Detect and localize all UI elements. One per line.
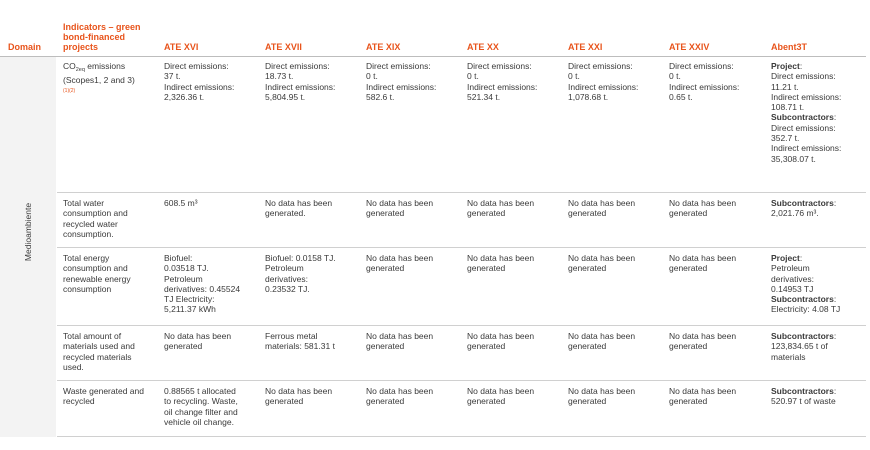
- cell-line: 2,326.36 t.: [164, 91, 205, 102]
- cell-line: 123,834.65 t of: [771, 341, 828, 352]
- cell-line: Waste generated and: [63, 386, 144, 396]
- cell-line: No data has been: [669, 198, 737, 208]
- cell-line: generated: [669, 396, 708, 407]
- cell-line: vehicle oil change.: [164, 416, 234, 427]
- cell-line: Total water: [63, 198, 105, 208]
- cell-line: Total amount of: [63, 331, 122, 341]
- cell-waste-ate-xix: [366, 386, 462, 407]
- cell-line: Biofuel:: [164, 253, 193, 263]
- cell-co2-abent3t: Project: Direct emissions: 11.21 t. Indirect emissions: 108.71 t. Subcontractors: Direct emissions: 352.7 t. Indirect emissions: 35,308.07 t.: [771, 61, 867, 164]
- cell-line: generated: [568, 341, 607, 352]
- cell-line: No data has been: [467, 331, 535, 341]
- indicator-energy: [63, 253, 159, 294]
- cell-energy-ate-xix: [366, 253, 462, 274]
- cell-line: Indirect emissions:: [771, 143, 842, 154]
- cell-line: No data has been: [164, 331, 232, 341]
- cell-line: 11.21 t.: [771, 81, 799, 92]
- cell-line: generated.: [265, 208, 306, 219]
- header-ate-xix: ATE XIX: [366, 42, 401, 52]
- cell-line: 1,078.68 t.: [568, 91, 609, 102]
- cell-line: Direct emissions:: [164, 61, 229, 71]
- cell-line: 18.73 t.: [265, 71, 294, 82]
- cell-line: Direct emissions:: [265, 61, 330, 71]
- header-divider: [0, 56, 866, 57]
- cell-line: Direct emissions:: [366, 61, 431, 71]
- cell-energy-ate-xxiv: [669, 253, 765, 274]
- cell-line: 0.65 t.: [669, 91, 693, 102]
- cell-line: materials used and: [63, 341, 135, 352]
- cell-line: recycled water: [63, 218, 118, 229]
- cell-line: Direct emissions:: [669, 61, 734, 71]
- cell-line: oil change filter and: [164, 406, 238, 417]
- cell-line: generated: [366, 396, 405, 407]
- cell-line: 2,021.76 m³.: [771, 208, 819, 219]
- cell-line: generated: [568, 396, 607, 407]
- cell-line: 0.03518 TJ.: [164, 263, 209, 274]
- cell-line: TJ Electricity:: [164, 294, 215, 305]
- header-ate-xvii: ATE XVII: [265, 42, 302, 52]
- cell-line: derivatives:: [265, 273, 308, 284]
- cell-materials-ate-xxi: [568, 331, 664, 352]
- cell-line: Petroleum: [164, 273, 203, 284]
- cell-line: 0 t.: [568, 71, 580, 82]
- cell-line: No data has been: [669, 253, 737, 263]
- co2-subscript: 2eq: [75, 67, 85, 73]
- cell-line: Indirect emissions:: [164, 81, 235, 92]
- row-divider: [57, 192, 866, 193]
- cell-line: No data has been: [669, 386, 737, 396]
- cell-line: 582.6 t.: [366, 91, 395, 102]
- cell-line: No data has been: [568, 198, 636, 208]
- cell-co2-ate-xvi: [164, 61, 260, 102]
- header-ate-xx: ATE XX: [467, 42, 499, 52]
- cell-water-ate-xix: [366, 198, 462, 219]
- cell-line: 37 t.: [164, 71, 181, 82]
- cell-line: Direct emissions:: [771, 122, 836, 133]
- cell-line: generated: [366, 208, 405, 219]
- cell-co2-ate-xxiv: [669, 61, 765, 102]
- cell-line: No data has been: [568, 253, 636, 263]
- cell-energy-abent3t: Project: Petroleum derivatives: 0.14953 TJ Subcontractors: Electricity: 4.08 TJ: [771, 253, 867, 315]
- cell-line: 521.34 t.: [467, 91, 501, 102]
- cell-line: No data has been: [568, 331, 636, 341]
- cell-line: 0 t.: [467, 71, 479, 82]
- cell-line: derivatives: 0.45524: [164, 283, 241, 294]
- row-divider: [57, 380, 866, 381]
- cell-line: Total energy: [63, 253, 110, 263]
- cell-line: consumption and: [63, 208, 128, 219]
- cell-line: consumption.: [63, 228, 114, 239]
- cell-co2-ate-xx: [467, 61, 563, 102]
- cell-line: generated: [669, 208, 708, 219]
- cell-line: Direct emissions:: [467, 61, 532, 71]
- row-divider: [57, 436, 866, 437]
- cell-line: 108.71 t.: [771, 102, 805, 113]
- cell-co2-ate-xix: [366, 61, 462, 102]
- cell-materials-ate-xix: [366, 331, 462, 352]
- cell-energy-ate-xxi: [568, 253, 664, 274]
- header-abent3t: Abent3T: [771, 42, 807, 52]
- co2-footnote: (1)(2): [63, 87, 76, 94]
- subcontractors-label: Subcontractors: [771, 331, 834, 341]
- subcontractors-label: Subcontractors: [771, 386, 834, 396]
- cell-line: recycled materials: [63, 351, 132, 362]
- cell-line: 0 t.: [669, 71, 681, 82]
- cell-co2-ate-xxi: [568, 61, 664, 102]
- cell-line: 0.23532 TJ.: [265, 283, 310, 294]
- cell-line: Indirect emissions:: [366, 81, 437, 92]
- row-divider: [57, 247, 866, 248]
- project-label: Project: [771, 61, 800, 71]
- cell-line: Indirect emissions:: [568, 81, 639, 92]
- cell-line: consumption: [63, 283, 112, 294]
- cell-co2-ate-xvii: [265, 61, 361, 102]
- header-domain: Domain: [8, 42, 42, 52]
- cell-line: generated: [366, 341, 405, 352]
- cell-line: renewable energy: [63, 273, 131, 284]
- cell-line: to recycling. Waste,: [164, 396, 238, 407]
- cell-energy-ate-xx: [467, 253, 563, 274]
- indicator-waste: [63, 386, 159, 407]
- cell-materials-abent3t: Subcontractors: 123,834.65 t of materials: [771, 331, 867, 362]
- cell-energy-ate-xvi: [164, 253, 260, 315]
- header-ate-xxiv: ATE XXIV: [669, 42, 710, 52]
- cell-line: 352.7 t.: [771, 133, 800, 144]
- cell-line: Indirect emissions:: [265, 81, 336, 92]
- cell-line: 5,804.95 t.: [265, 91, 306, 102]
- cell-water-ate-xvi: [164, 198, 260, 208]
- indicator-co2-emissions: [63, 61, 159, 96]
- cell-line: No data has been: [568, 386, 636, 396]
- cell-line: 0 t.: [366, 71, 378, 82]
- cell-line: generated: [366, 263, 405, 274]
- cell-line: Indirect emissions:: [771, 91, 842, 102]
- cell-line: No data has been: [669, 331, 737, 341]
- cell-line: used.: [63, 361, 84, 372]
- cell-line: generated: [467, 396, 506, 407]
- cell-line: 608.5 m³: [164, 198, 198, 208]
- cell-waste-ate-xxiv: [669, 386, 765, 407]
- cell-line: No data has been: [467, 386, 535, 396]
- cell-line: recycled: [63, 396, 95, 407]
- cell-waste-abent3t: Subcontractors: 520.97 t of waste: [771, 386, 867, 407]
- cell-line: materials: 581.31 t: [265, 341, 335, 352]
- indicator-materials: [63, 331, 159, 372]
- project-label: Project: [771, 253, 800, 263]
- cell-line: No data has been: [265, 198, 333, 208]
- cell-water-abent3t: Subcontractors: 2,021.76 m³.: [771, 198, 867, 219]
- cell-water-ate-xvii: [265, 198, 361, 219]
- cell-line: Direct emissions:: [771, 71, 836, 82]
- cell-materials-ate-xvi: [164, 331, 260, 352]
- cell-water-ate-xx: [467, 198, 563, 219]
- cell-line: materials: [771, 351, 806, 362]
- cell-line: generated: [467, 208, 506, 219]
- cell-line: 0.88565 t allocated: [164, 386, 236, 396]
- cell-materials-ate-xx: [467, 331, 563, 352]
- domain-value: Medioambiente: [23, 202, 33, 262]
- cell-line: derivatives:: [771, 273, 814, 284]
- cell-materials-ate-xvii: [265, 331, 361, 352]
- subcontractors-label: Subcontractors: [771, 198, 834, 208]
- cell-line: No data has been: [265, 386, 333, 396]
- cell-line: Indirect emissions:: [669, 81, 740, 92]
- cell-line: Petroleum: [265, 263, 304, 274]
- cell-line: generated: [669, 263, 708, 274]
- subcontractors-label: Subcontractors: [771, 112, 834, 123]
- cell-waste-ate-xx: [467, 386, 563, 407]
- cell-line: 5,211.37 kWh: [164, 304, 216, 315]
- cell-line: generated: [467, 341, 506, 352]
- header-ate-xvi: ATE XVI: [164, 42, 199, 52]
- cell-materials-ate-xxiv: [669, 331, 765, 352]
- cell-line: No data has been: [366, 331, 434, 341]
- header-indicators: Indicators – green bond-financed projects: [63, 22, 141, 52]
- header-ate-xxi: ATE XXI: [568, 42, 603, 52]
- cell-line: No data has been: [366, 198, 434, 208]
- cell-line: No data has been: [467, 198, 535, 208]
- subcontractors-label: Subcontractors: [771, 294, 834, 305]
- co2-text: CO: [63, 61, 76, 71]
- cell-energy-ate-xvii: [265, 253, 361, 294]
- cell-waste-ate-xvi: [164, 386, 260, 427]
- cell-line: No data has been: [467, 253, 535, 263]
- cell-water-ate-xxiv: [669, 198, 765, 219]
- cell-line: generated: [265, 396, 304, 407]
- cell-line: generated: [164, 341, 203, 352]
- cell-line: No data has been: [366, 253, 434, 263]
- cell-line: Direct emissions:: [568, 61, 633, 71]
- cell-line: 35,308.07 t.: [771, 153, 816, 164]
- cell-line: No data has been: [366, 386, 434, 396]
- cell-waste-ate-xvii: [265, 386, 361, 407]
- indicator-water: [63, 198, 159, 239]
- cell-line: 520.97 t of waste: [771, 396, 836, 407]
- cell-line: Indirect emissions:: [467, 81, 538, 92]
- cell-line: generated: [568, 263, 607, 274]
- cell-line: generated: [669, 341, 708, 352]
- cell-line: Electricity: 4.08 TJ: [771, 304, 841, 315]
- cell-line: Petroleum: [771, 263, 810, 274]
- cell-line: consumption and: [63, 263, 128, 274]
- cell-line: generated: [467, 263, 506, 274]
- row-divider: [57, 325, 866, 326]
- co2-rest: emissions (Scopes1, 2 and 3): [63, 61, 135, 86]
- cell-line: 0.14953 TJ: [771, 283, 814, 294]
- cell-line: generated: [568, 208, 607, 219]
- cell-waste-ate-xxi: [568, 386, 664, 407]
- cell-line: Ferrous metal: [265, 331, 318, 341]
- cell-line: Biofuel: 0.0158 TJ.: [265, 253, 336, 263]
- cell-water-ate-xxi: [568, 198, 664, 219]
